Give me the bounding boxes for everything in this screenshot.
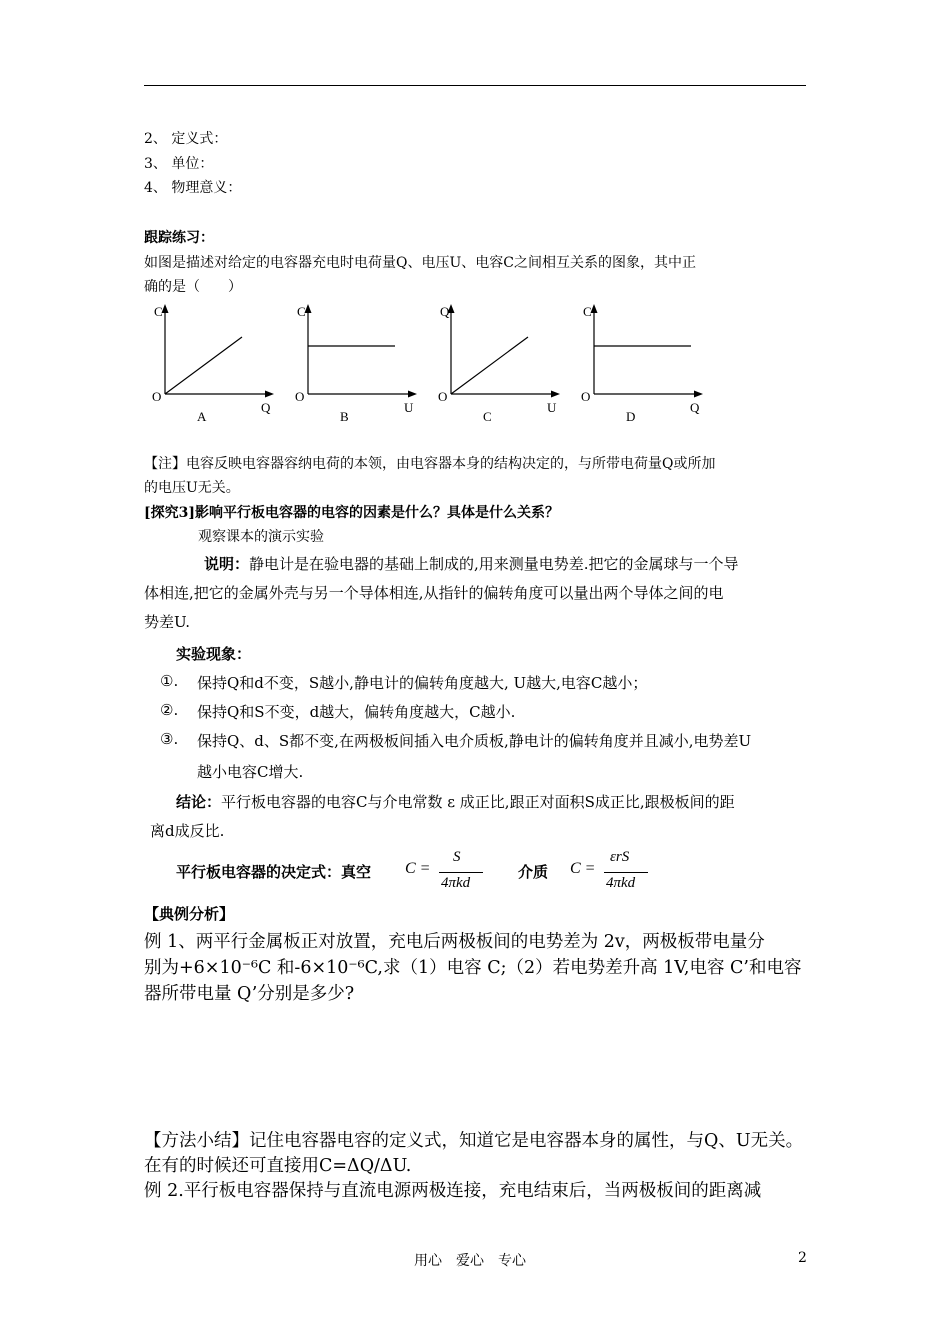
example1-line2: 别为+6×10⁻⁶C 和-6×10⁻⁶C,求（1）电容 C;（2）若电势差升高 1V,电容 C’和电容 [144, 958, 802, 978]
graph-b-ylabel: C [297, 304, 306, 319]
graph-c [434, 300, 569, 428]
method-summary-line1: 【方法小结】记住电容器电容的定义式，知道它是电容器本身的属性，与Q、U无关。 [144, 1131, 804, 1151]
practice-question-line1: 如图是描述对给定的电容器充电时电荷量Q、电压U、电容C之间相互关系的图象，其中正 [144, 255, 696, 271]
graph-b-caption: B [340, 409, 349, 424]
vacuum-lhs: C = [405, 860, 431, 877]
example1-line3: 器所带电量 Q’分别是多少? [144, 984, 355, 1004]
footer-slogan: 用心 爱心 专心 [414, 1253, 526, 1269]
formula-medium [570, 848, 650, 896]
graph-a-xlabel: Q [261, 400, 271, 415]
list-item-definition: 2、 定义式： [144, 131, 228, 147]
graph-a [148, 300, 283, 428]
graph-b [291, 300, 426, 428]
list-item-unit: 3、 单位： [144, 156, 214, 172]
formula-medium-label: 介质 [518, 863, 549, 881]
vacuum-denominator: 4πkd [441, 875, 471, 891]
explain-text: 静电计是在验电器的基础上制成的,用来测量电势差.把它的金属球与一个导 [249, 555, 739, 573]
experiment-item-3-num: ③. [160, 730, 179, 748]
explore-explain-line1 [204, 553, 739, 574]
explain-label: 说明： [204, 555, 250, 573]
explore-heading: [探究3]影响平行板电容器的电容的因素是什么？具体是什么关系？ [144, 505, 559, 521]
graph-d-ylabel: C [583, 304, 592, 319]
note-line2: 的电压U无关。 [144, 480, 240, 496]
analysis-heading: 【典例分析】 [144, 905, 235, 923]
graph-a-origin: O [152, 389, 162, 404]
header-rule [144, 85, 806, 86]
graph-d [577, 300, 712, 428]
conclusion-label: 结论： [176, 793, 222, 811]
experiment-heading: 实验现象： [176, 645, 252, 663]
graph-a-ylabel: C [154, 304, 163, 319]
graph-c-caption: C [483, 409, 492, 424]
graph-d-origin: O [581, 389, 591, 404]
explore-explain-line2: 体相连,把它的金属外壳与另一个导体相连,从指针的偏转角度可以量出两个导体之间的电 [144, 584, 724, 602]
experiment-item-2-num: ②. [160, 701, 179, 719]
conclusion-text: 平行板电容器的电容C与介电常数 ε 成正比,跟正对面积S成正比,跟极板间的距 [221, 793, 735, 811]
graph-c-origin: O [438, 389, 448, 404]
medium-numerator: εrS [610, 849, 630, 865]
practice-heading: 跟踪练习： [144, 230, 214, 246]
experiment-item-2: 保持Q和S不变，d越大，偏转角度越大，C越小. [197, 703, 516, 721]
conclusion-line1 [176, 791, 735, 812]
vacuum-numerator: S [453, 849, 461, 865]
graph-b-xlabel: U [404, 400, 414, 415]
formula-vacuum [405, 848, 485, 896]
practice-question-line2: 确的是（ ） [144, 279, 242, 295]
graph-d-xlabel: Q [690, 400, 700, 415]
formula-label: 平行板电容器的决定式：真空 [176, 863, 372, 881]
note-line1: 【注】电容反映电容器容纳电荷的本领，由电容器本身的结构决定的，与所带电荷量Q或所加 [144, 456, 716, 472]
graph-a-caption: A [197, 409, 207, 424]
graph-c-curve [451, 337, 528, 394]
experiment-item-1: 保持Q和d不变，S越小,静电计的偏转角度越大, U越大,电容C越小； [197, 674, 648, 692]
conclusion-line2: 离d成反比. [150, 822, 225, 840]
method-summary-line2: 在有的时候还可直接用C=ΔQ/ΔU. [144, 1156, 412, 1176]
explore-explain-line3: 势差U. [144, 613, 191, 631]
medium-denominator: 4πkd [606, 875, 636, 891]
example1-line1: 例 1、两平行金属板正对放置，充电后两极板间的电势差为 2v，两极板带电量分 [144, 932, 765, 952]
experiment-item-1-num: ①. [160, 672, 179, 690]
experiment-item-3-cont: 越小电容C增大. [197, 763, 304, 781]
experiment-item-3: 保持Q、d、S都不变,在两极板间插入电介质板,静电计的偏转角度并且减小,电势差U [197, 732, 752, 750]
list-item-meaning: 4、 物理意义： [144, 180, 242, 196]
example2-line1: 例 2.平行板电容器保持与直流电源两极连接，充电结束后，当两极板间的距离减 [144, 1181, 762, 1201]
graph-a-curve [165, 337, 242, 394]
graph-c-xlabel: U [547, 400, 557, 415]
explore-observe: 观察课本的演示实验 [198, 529, 324, 545]
medium-lhs: C = [570, 860, 596, 877]
graph-c-ylabel: Q [440, 304, 450, 319]
graph-b-origin: O [295, 389, 305, 404]
graph-d-caption: D [626, 409, 636, 424]
page-number: 2 [798, 1250, 807, 1266]
